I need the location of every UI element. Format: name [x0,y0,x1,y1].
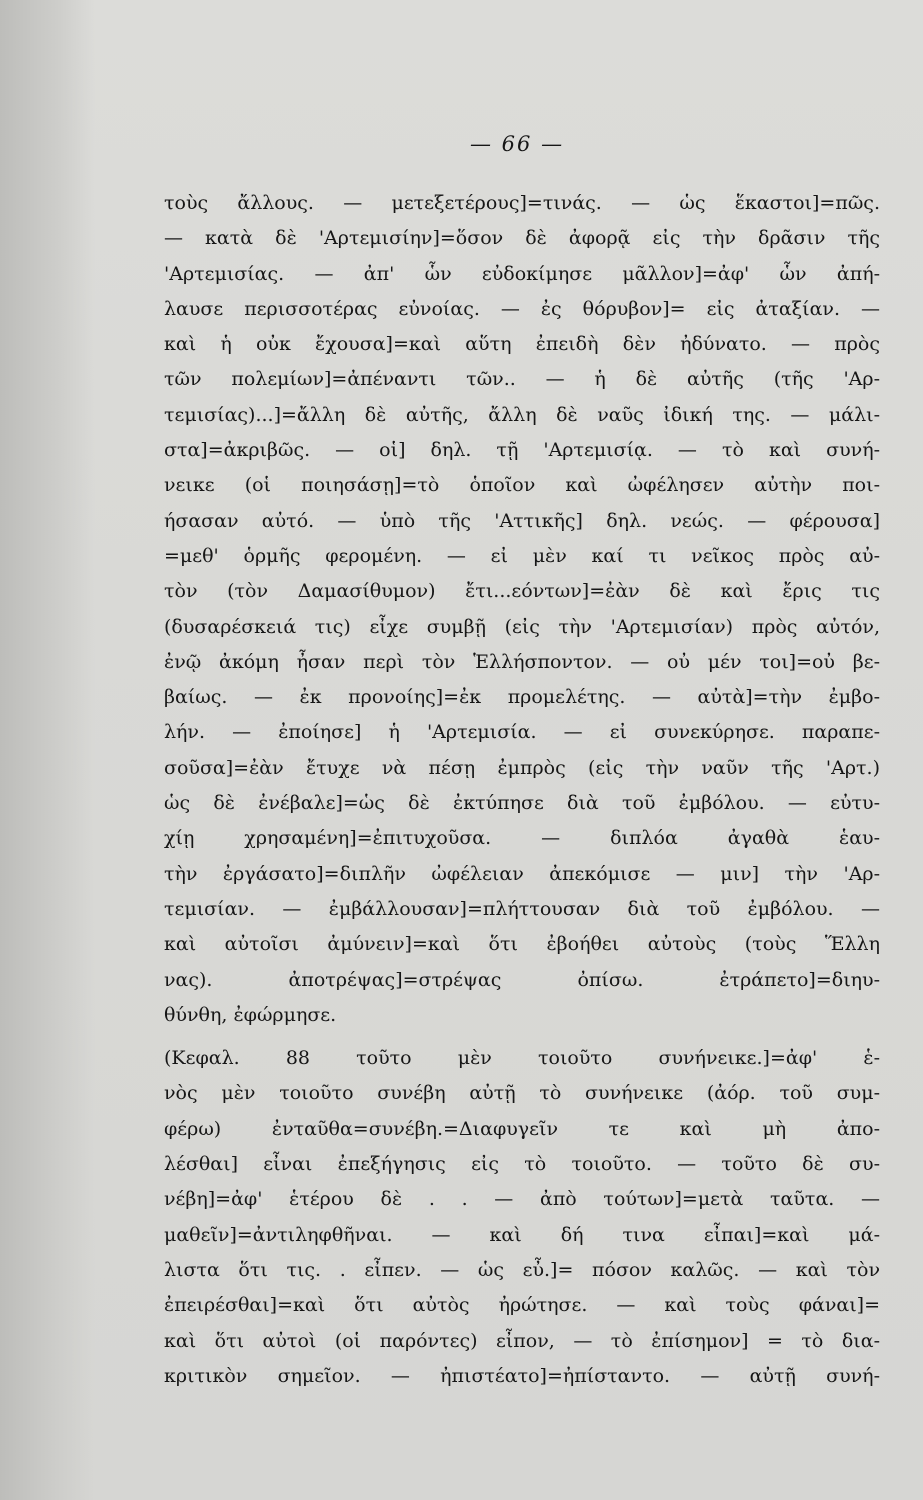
text-line: λιστα ὅτι τις. . εἶπεν. — ὡς εὖ.]= πόσον καλῶς. — καὶ τὸν [164,1258,880,1281]
text-line: καὶ ἡ οὐκ ἔχουσα]=καὶ αὕτη ἐπειδὴ δὲν ἠδύνατο. — πρὸς [164,333,880,356]
text-line: χίῃ χρησαμένη]=ἐπιτυχοῦσα. — διπλόα ἀγαθὰ ἑαυ- [164,827,880,850]
text-line: φέρω) ἐνταῦθα=συνέβη.=Διαφυγεῖν τε καὶ μὴ ἀπο- [164,1117,880,1140]
text-line: ἐπειρέσθαι]=καὶ ὅτι αὐτὸς ἠρώτησε. — καὶ τοὺς φάναι]= [164,1294,880,1317]
text-line: τεμισίας)...]=ἄλλη δὲ αὐτῆς, ἄλλη δὲ ναῦς ἰδική της. — μάλι- [164,403,880,426]
text-line: 'Αρτεμισίας. — ἀπ' ὧν εὐδοκίμησε μᾶλλον]=ἀφ' ὧν ἀπή- [164,262,880,285]
text-line: (δυσαρέσκειά τις) εἶχε συμβῇ (εἰς τὴν 'Αρτεμισίαν) πρὸς αὐτόν, [164,615,880,638]
text-line: καὶ ὅτι αὐτοὶ (οἱ παρόντες) εἶπον, — τὸ ἐπίσημον] = τὸ δια- [164,1329,880,1352]
text-line: (Κεφαλ. 88 τοῦτο μὲν τοιοῦτο συνήνεικε.]=ἀφ' ἑ- [164,1047,880,1070]
text-line: ήσασαν αὐτό. — ὑπὸ τῆς 'Αττικῆς] δηλ. νεώς. — φέρουσα] [164,509,880,532]
text-line: καὶ αὐτοῖσι ἀμύνειν]=καὶ ὅτι ἐβοήθει αὐτοὺς (τοὺς Ἕλλη [164,933,880,956]
text-line: σοῦσα]=ἐὰν ἔτυχε νὰ πέσῃ ἐμπρὸς (εἰς τὴν ναῦν τῆς 'Αρτ.) [164,756,880,779]
text-line: τοὺς ἄλλους. — μετεξετέρους]=τινάς. — ὡς ἕκαστοι]=πῶς. [164,192,880,214]
text-line: μαθεῖν]=ἀντιληφθῆναι. — καὶ δή τινα εἶπαι]=καὶ μά- [164,1223,880,1246]
text-line: τὸν (τὸν Δαμασίθυμον) ἔτι...εόντων]=ἐὰν δὲ καὶ ἔρις τις [164,580,880,603]
text-line: θύνθη, ἐφώρμησε. [164,1003,337,1026]
text-line: λαυσε περισσοτέρας εὐνοίας. — ἐς θόρυβον]= εἰς ἀταξίαν. — [164,297,880,320]
page-edge-shadow [0,0,95,1500]
text-line: — κατὰ δὲ 'Αρτεμισίην]=ὅσον δὲ ἀφορᾷ εἰς τὴν δρᾶσιν τῆς [164,227,880,250]
text-line: ἐνῷ ἀκόμη ἦσαν περὶ τὸν Ἑλλήσποντον. — οὐ μέν τοι]=οὐ βε- [164,650,880,673]
text-line: τεμισίαν. — ἐμβάλλουσαν]=πλήττουσαν διὰ τοῦ ἐμβόλου. — [164,897,880,920]
text-line: =μεθ' ὁρμῆς φερομένη. — εἰ μὲν καί τι νεῖκος πρὸς αὐ- [164,544,880,567]
text-line: τῶν πολεμίων]=ἀπέναντι τῶν.. — ἡ δὲ αὐτῆς (τῆς 'Αρ- [164,368,880,391]
commentary-text [164,186,880,1394]
text-line: κριτικὸν σημεῖον. — ἠπιστέατο]=ἠπίσταντο. — αὐτῇ συνή- [164,1364,880,1387]
text-line: νας). ἀποτρέψας]=στρέψας ὀπίσω. ἐτράπετο]=διηυ- [164,968,880,991]
text-line: βαίως. — ἐκ προνοίης]=ἐκ προμελέτης. — αὐτὰ]=τὴν ἐμβο- [164,686,880,709]
page-number: — 66 — [470,132,565,156]
text-line: στα]=ἀκριβῶς. — οἱ] δηλ. τῇ 'Αρτεμισίᾳ. — τὸ καὶ συνή- [164,439,880,462]
text-line: ὡς δὲ ἐνέβαλε]=ὡς δὲ ἐκτύπησε διὰ τοῦ ἐμβόλου. — εὐτυ- [164,792,880,815]
text-line: τὴν ἐργάσατο]=διπλῆν ὠφέλειαν ἀπεκόμισε — μιν] τὴν 'Αρ- [164,862,880,885]
text-line: λήν. — ἐποίησε] ἡ 'Αρτεμισία. — εἰ συνεκύρησε. παραπε- [164,721,880,744]
text-line: νέβη]=ἀφ' ἑτέρου δὲ . . — ἀπὸ τούτων]=μετὰ ταῦτα. — [164,1188,880,1211]
text-line: λέσθαι] εἶναι ἐπεξήγησις εἰς τὸ τοιοῦτο. — τοῦτο δὲ συ- [164,1153,880,1176]
text-line: νὸς μὲν τοιοῦτο συνέβη αὐτῇ τὸ συνήνεικε (ἀόρ. τοῦ συμ- [164,1082,880,1105]
text-line: νεικε (οἱ ποιησάσῃ]=τὸ ὁποῖον καὶ ὠφέλησεν αὐτὴν ποι- [164,474,880,497]
